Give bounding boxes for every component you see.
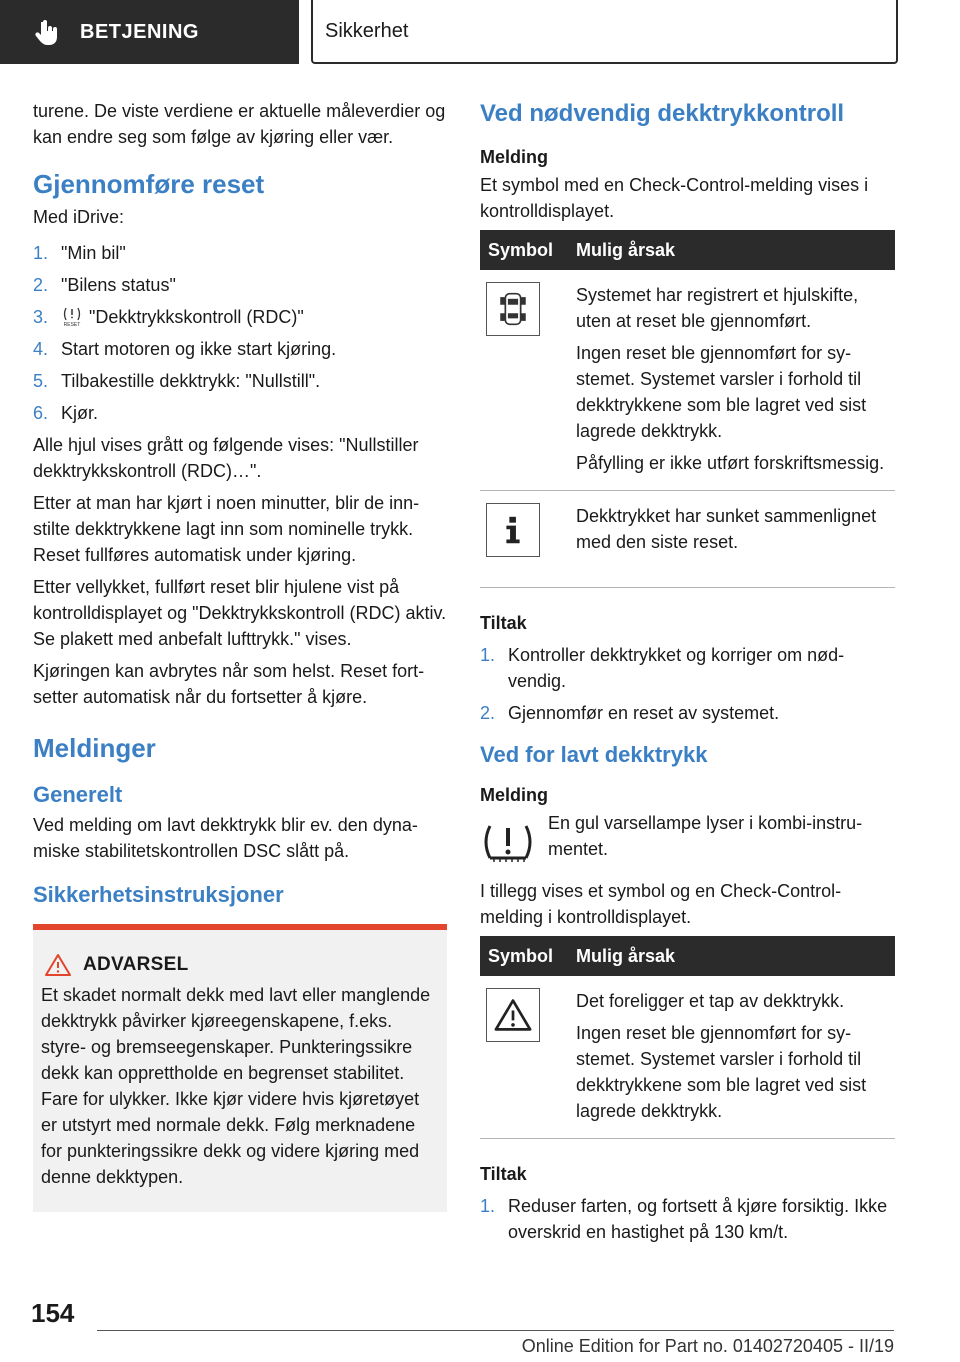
paragraph: Alle hjul vises grått og følgende vises: "Nullstiller dekktrykkskontroll (RDC)…". (33, 435, 419, 481)
section-title: BETJENING (80, 20, 199, 43)
reset-lead: Med iDrive: (33, 207, 125, 227)
left-column (33, 98, 447, 1212)
edition-text: Online Edition for Part no. 01402720405 - II/19 (521, 1336, 894, 1356)
lamp-text: En gul varsellampe lyser i kombi-instrumentet. (548, 813, 863, 859)
table-header-cause: Mulig årsak (568, 936, 895, 976)
svg-text:RESET: RESET (63, 322, 81, 327)
action-label: Tiltak (480, 1164, 527, 1184)
right-column (480, 98, 895, 1251)
list-item: 5. Tilbakestille dekktrykk: "Nullstill". (33, 371, 321, 391)
symbol-table-1 (480, 230, 895, 588)
warning-lamp-row (480, 810, 895, 870)
safety-heading: Sikkerhetsinstruksjoner (33, 882, 284, 907)
list-item: 3. RESET "Dekktrykkskontroll (RDC)" (33, 307, 304, 327)
message-text-2: I tillegg vises et symbol og en Check-Control-melding i kontrolldisplayet. (480, 881, 842, 927)
warning-text: Et skadet normalt dekk med lavt eller manglende dekktrykk påvirker kjøreegenskapene, f.eks. styre- og bremseegenskaper. Punkteringssikre dekk kan opprettholde en begrenset stabilitet. Fare for ulykker. Ikke kjør videre hvis kjøretøyet er utstyrt med normale dekk. Følg merknadene for punkteringssikre dekk og videre kjøring med denne dekktypen. (41, 985, 431, 1187)
chapter-tab (311, 0, 898, 64)
paragraph: Etter vellykket, fullført reset blir hjulene vist på kontrolldisplayet og "Dekktrykkskontroll (RDC) aktiv. Se plakett med anbefalt lufttrykk." vises. (33, 577, 447, 649)
table-header-symbol: Symbol (480, 230, 568, 270)
general-text: Ved melding om lavt dekktrykk blir ev. den dynamiske stabilitetskontrollen DSC slått på. (33, 815, 418, 861)
list-item: 6. Kjør. (33, 403, 99, 423)
car-tyres-icon (486, 282, 540, 336)
chapter-title: Sikkerhet (325, 19, 409, 42)
message-label: Melding (480, 147, 548, 167)
info-icon (486, 503, 540, 557)
action-list-2 (480, 1193, 895, 1245)
list-item: 4. Start motoren og ikke start kjøring. (33, 339, 337, 359)
pressure-check-heading: Ved nødvendig dekktrykkontroll (480, 100, 845, 127)
low-pressure-heading: Ved for lavt dekktrykk (480, 742, 708, 767)
action-label: Tiltak (480, 613, 527, 633)
list-item: 2. Gjennomfør en reset av systemet. (480, 703, 780, 723)
action-list (480, 642, 895, 726)
table-row: Det foreligger et tap av dekktrykk. Ingen reset ble gjennomført for systemet. Systemet varsler i forhold til dekktrykkene som ble lagret ved sist lagrede dekktrykk. (480, 976, 895, 1139)
warning-triangle-icon (486, 988, 540, 1042)
footer-divider (97, 1330, 894, 1331)
list-item: 1. "Min bil" (33, 243, 126, 263)
hand-icon (34, 18, 62, 46)
table-row: Systemet har registrert et hjulskifte, uten at reset ble gjennomført. Ingen reset ble gjennomført for systemet. Systemet varsler i forhold til dekktrykkene som ble lagret ved sist lagrede dekktrykk. Påfylling er ikke utført forskriftsmessig. (480, 270, 895, 491)
list-item: 1. Kontroller dekktrykket og korriger om nødvendig. (480, 645, 845, 691)
table-header-symbol: Symbol (480, 936, 568, 976)
warning-box (33, 924, 447, 1212)
warning-title: ADVARSEL (83, 954, 189, 975)
list-item: 2. "Bilens status" (33, 275, 176, 295)
warning-triangle-icon (45, 953, 71, 977)
message-text: Et symbol med en Check-Control-melding vises i kontrolldisplayet. (480, 175, 869, 221)
page-number: 154 (31, 1298, 75, 1328)
section-tab (0, 0, 299, 64)
tyre-pressure-warning-icon (480, 814, 536, 870)
paragraph: Kjøringen kan avbrytes når som helst. Reset fortsetter automatisk når du fortsetter å kjøre. (33, 661, 425, 707)
messages-heading: Meldinger (33, 733, 156, 763)
intro-text: turene. De viste verdiene er aktuelle måleverdier og kan endre seg som følge av kjøring eller vær. (33, 101, 446, 147)
reset-steps (33, 240, 447, 426)
general-heading: Generelt (33, 782, 123, 807)
warning-header (41, 952, 435, 978)
list-item: 1. Reduser farten, og fortsett å kjøre forsiktig. Ikke overskrid en hastighet på 130 km/t. (480, 1196, 888, 1242)
rdc-reset-icon (61, 305, 83, 327)
table-header-cause: Mulig årsak (568, 230, 895, 270)
message-label: Melding (480, 785, 548, 805)
symbol-table-2 (480, 936, 895, 1139)
table-row: Dekktrykket har sunket sammenlignet med den siste reset. (480, 491, 895, 588)
paragraph: Etter at man har kjørt i noen minutter, blir de innstilte dekktrykkene lagt inn som nominelle trykk. Reset fullføres automatisk under kjøring. (33, 493, 420, 565)
reset-heading: Gjennomføre reset (33, 169, 265, 199)
